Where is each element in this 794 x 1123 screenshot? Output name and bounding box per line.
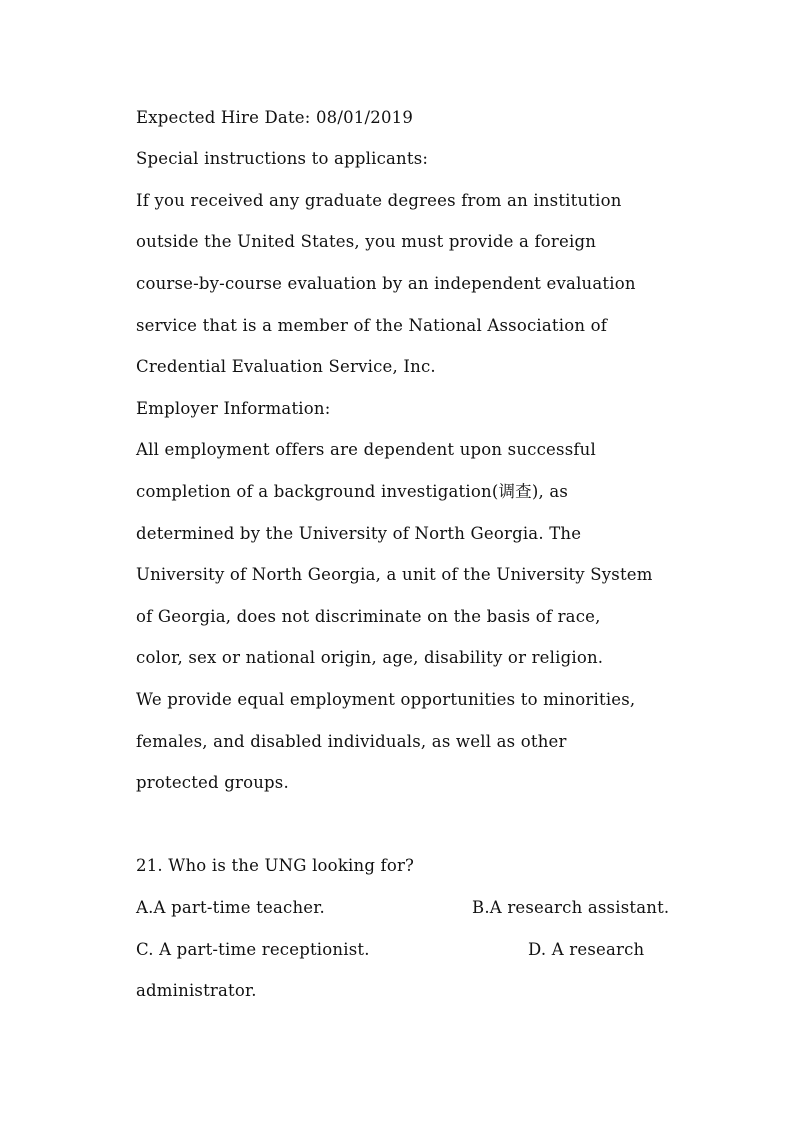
- special-instructions-line: If you received any graduate degrees from an institution: [136, 191, 622, 210]
- employer-information-line: University of North Georgia, a unit of the University System: [136, 565, 653, 584]
- option-b: B.A research assistant.: [472, 898, 670, 917]
- hire-date-line: Expected Hire Date: 08/01/2019: [136, 108, 414, 127]
- employer-information-line: color, sex or national origin, age, disability or religion.: [136, 648, 604, 667]
- employer-information-line: We provide equal employment opportunities to minorities,: [136, 690, 636, 709]
- special-instructions-heading: Special instructions to applicants:: [136, 149, 429, 168]
- question-stem: 21. Who is the UNG looking for?: [136, 856, 415, 875]
- option-a: A.A part-time teacher.: [136, 898, 325, 917]
- special-instructions-line: service that is a member of the National Association of: [136, 316, 608, 335]
- employer-information-line: All employment offers are dependent upon successful: [136, 440, 596, 459]
- special-instructions-line: outside the United States, you must provide a foreign: [136, 232, 597, 251]
- option-d: D. A research: [528, 940, 645, 959]
- employer-information-line: of Georgia, does not discriminate on the basis of race,: [136, 607, 601, 626]
- special-instructions-line: Credential Evaluation Service, Inc.: [136, 357, 436, 376]
- employer-information-line: determined by the University of North Georgia. The: [136, 524, 582, 543]
- employer-information-line: completion of a background investigation(调查), as: [136, 482, 569, 501]
- employer-information-line: protected groups.: [136, 773, 289, 792]
- option-c: C. A part-time receptionist.: [136, 940, 370, 959]
- employer-information-heading: Employer Information:: [136, 399, 331, 418]
- option-d-continuation: administrator.: [136, 981, 257, 1000]
- special-instructions-line: course-by-course evaluation by an independent evaluation: [136, 274, 636, 293]
- employer-information-line: females, and disabled individuals, as well as other: [136, 732, 567, 751]
